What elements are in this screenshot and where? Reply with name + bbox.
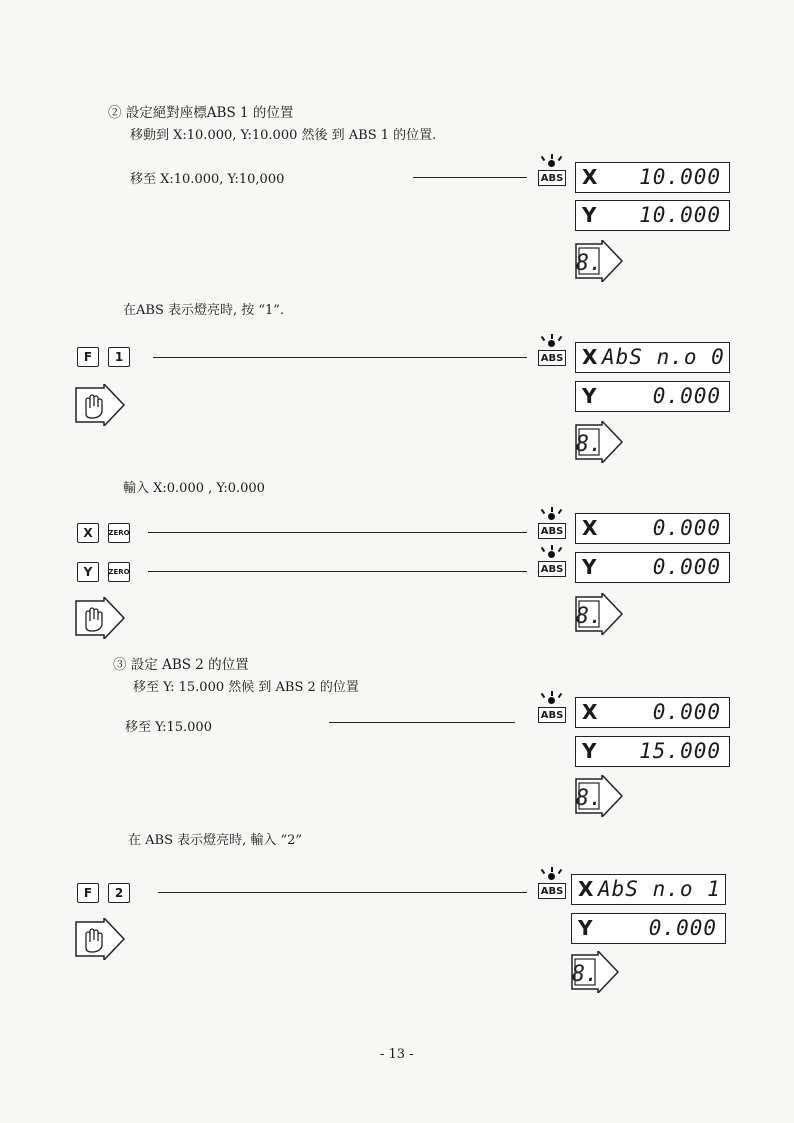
connector-line xyxy=(413,177,527,178)
abs-label: ABS xyxy=(538,523,566,539)
svg-text:8.: 8. xyxy=(575,432,603,457)
step-5-instruction: 在 ABS 表示燈亮時, 輸入 “2” xyxy=(128,833,303,848)
y-display-value: 0.000 xyxy=(652,555,721,579)
x-axis-label: X xyxy=(582,345,598,369)
x-display-value: AbS n.o 1 xyxy=(598,877,721,901)
y-display xyxy=(571,913,726,944)
seven-segment-arrow-icon xyxy=(574,593,624,635)
y-display xyxy=(575,381,730,412)
x-key[interactable]: X xyxy=(77,523,99,543)
y-axis-label: Y xyxy=(582,203,597,227)
x-axis-label: X xyxy=(582,700,598,724)
y-axis-label: Y xyxy=(578,916,593,940)
x-display xyxy=(575,513,730,544)
abs-indicator xyxy=(538,336,568,372)
x-axis-label: X xyxy=(578,877,594,901)
f-key[interactable]: F xyxy=(77,347,99,367)
seven-segment-arrow-icon xyxy=(574,240,624,282)
y-display xyxy=(575,200,730,231)
abs-indicator xyxy=(538,547,568,583)
lamp-icon xyxy=(548,513,555,520)
svg-text:8.: 8. xyxy=(575,604,603,629)
seven-segment-arrow-icon xyxy=(574,775,624,817)
abs-indicator xyxy=(538,509,568,545)
section-2-subtitle: 移動到 X:10.000, Y:10.000 然後 到 ABS 1 的位置. xyxy=(130,128,437,143)
x-display xyxy=(575,162,730,193)
connector-line xyxy=(153,357,527,358)
zero-key[interactable]: ZERO xyxy=(108,523,130,543)
lamp-icon xyxy=(548,160,555,167)
key-1[interactable]: 1 xyxy=(108,347,130,367)
step-4-instruction: 移至 Y:15.000 xyxy=(125,720,212,735)
svg-text:8.: 8. xyxy=(575,251,603,276)
y-display-value: 10.000 xyxy=(639,203,721,227)
seven-segment-arrow-icon xyxy=(574,421,624,463)
y-key[interactable]: Y xyxy=(77,562,99,582)
step-1-instruction: 移至 X:10.000, Y:10,000 xyxy=(130,172,285,187)
y-display-value: 0.000 xyxy=(652,384,721,408)
abs-indicator xyxy=(538,156,568,192)
svg-text:8.: 8. xyxy=(575,786,603,811)
x-display-value: 0.000 xyxy=(652,516,721,540)
svg-text:8.: 8. xyxy=(571,962,599,987)
zero-key[interactable]: ZERO xyxy=(108,562,130,582)
abs-label: ABS xyxy=(538,170,566,186)
connector-line xyxy=(148,532,527,533)
x-display xyxy=(571,874,726,905)
connector-line xyxy=(329,722,515,723)
y-axis-label: Y xyxy=(582,384,597,408)
hand-press-icon xyxy=(74,597,126,639)
y-axis-label: Y xyxy=(582,739,597,763)
abs-label: ABS xyxy=(538,350,566,366)
lamp-icon xyxy=(548,340,555,347)
y-axis-label: Y xyxy=(582,555,597,579)
lamp-icon xyxy=(548,697,555,704)
x-display-value: AbS n.o 0 xyxy=(602,345,725,369)
connector-line xyxy=(148,571,527,572)
x-display-value: 10.000 xyxy=(639,165,721,189)
x-axis-label: X xyxy=(582,516,598,540)
connector-line xyxy=(158,892,527,893)
x-axis-label: X xyxy=(582,165,598,189)
abs-label: ABS xyxy=(538,883,566,899)
hand-press-icon xyxy=(74,918,126,960)
hand-press-icon xyxy=(74,384,126,426)
y-display xyxy=(575,552,730,583)
y-display xyxy=(575,736,730,767)
step-3-instruction: 輸入 X:0.000 , Y:0.000 xyxy=(123,481,265,496)
lamp-icon xyxy=(548,551,555,558)
section-2-heading: ② 設定絕對座標ABS 1 的位置 xyxy=(108,105,294,121)
section-3-subtitle: 移至 Y: 15.000 然候 到 ABS 2 的位置 xyxy=(133,680,359,695)
x-display-value: 0.000 xyxy=(652,700,721,724)
x-display xyxy=(575,342,730,373)
x-display xyxy=(575,697,730,728)
abs-indicator xyxy=(538,693,568,729)
y-display-value: 0.000 xyxy=(648,916,717,940)
abs-label: ABS xyxy=(538,707,566,723)
page-number: - 13 - xyxy=(380,1047,414,1062)
key-2[interactable]: 2 xyxy=(108,883,130,903)
y-display-value: 15.000 xyxy=(639,739,721,763)
section-3-heading: ③ 設定 ABS 2 的位置 xyxy=(113,657,249,673)
lamp-icon xyxy=(548,873,555,880)
abs-indicator xyxy=(538,869,568,905)
step-2-instruction: 在ABS 表示燈亮時, 按 “1”. xyxy=(123,303,285,318)
f-key[interactable]: F xyxy=(77,883,99,903)
abs-label: ABS xyxy=(538,561,566,577)
seven-segment-arrow-icon xyxy=(570,951,620,993)
